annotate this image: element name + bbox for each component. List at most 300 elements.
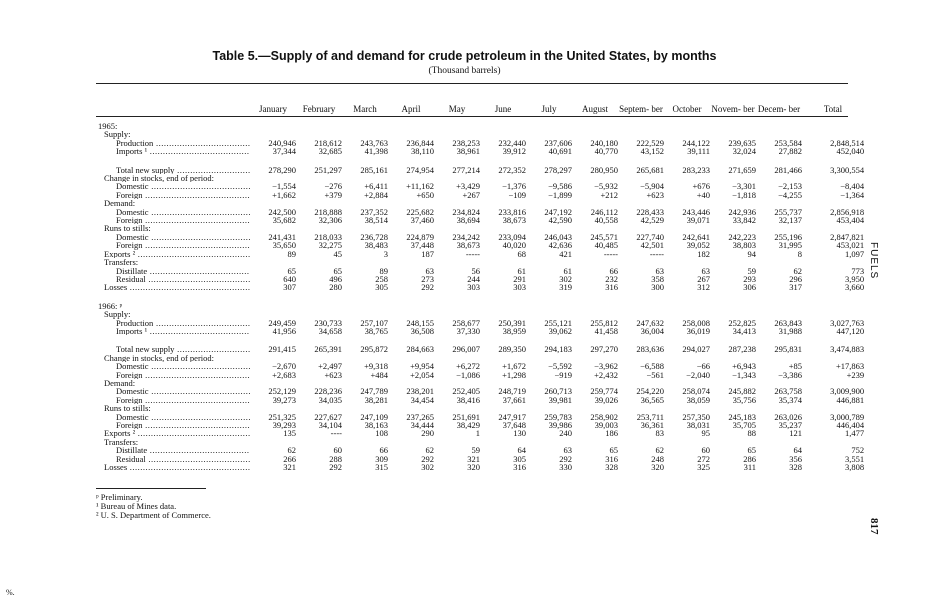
- table-row: [98, 191, 864, 199]
- cell-value: 66: [609, 265, 618, 276]
- cell-value: 227,627: [314, 411, 342, 422]
- cell-value: 253,584: [774, 137, 802, 148]
- row-label-text: Foreign .....: [116, 191, 250, 199]
- cell-value: 39,293: [272, 420, 296, 430]
- cell-value: −1,364: [840, 189, 865, 200]
- cell-value: 302: [421, 462, 434, 473]
- cell-value: +6,272: [456, 361, 480, 372]
- cell-value: -----: [465, 248, 480, 259]
- cell-value: 36,361: [640, 420, 664, 430]
- row-label: [98, 166, 250, 174]
- cell-value: +6,943: [732, 361, 756, 372]
- cell-value: 38,163: [364, 420, 388, 430]
- cell-value: −8,404: [840, 181, 865, 192]
- cell-value: 305: [375, 282, 388, 293]
- row-label: [98, 156, 250, 166]
- cell-value: 303: [467, 282, 480, 293]
- cell-value: +239: [846, 369, 865, 380]
- cell-value: 255,737: [774, 206, 802, 217]
- column-header: January: [259, 104, 287, 114]
- cell-value: 305: [513, 453, 526, 464]
- cell-value: 321: [467, 453, 480, 464]
- row-label-text: Imports ¹ .....: [116, 147, 250, 155]
- cell-value: −919: [554, 369, 572, 380]
- cell-value: 356: [789, 453, 802, 464]
- column-header: Novem- ber: [711, 104, 755, 114]
- cell-value: 35,756: [732, 394, 756, 405]
- cell-value: 3,009,900: [830, 386, 865, 397]
- cell-value: 303: [513, 282, 526, 293]
- cell-value: 266: [283, 453, 296, 464]
- row-label: [98, 429, 250, 437]
- row-label: [98, 216, 250, 224]
- cell-value: 265,391: [314, 344, 342, 355]
- cell-value: 39,981: [548, 394, 572, 405]
- row-label-text: Demand:: [104, 199, 136, 208]
- cell-value: +40: [696, 189, 710, 200]
- row-label-text: Supply:: [104, 130, 131, 139]
- cell-value: 218,033: [314, 231, 342, 242]
- row-label: [98, 174, 250, 182]
- row-label: [98, 319, 250, 327]
- row-label: [98, 199, 250, 207]
- cell-value: 290: [421, 428, 434, 439]
- cell-value: 316: [513, 462, 526, 473]
- cell-value: 88: [747, 428, 756, 439]
- cell-value: 271,659: [728, 164, 756, 175]
- cell-value: 230,733: [314, 317, 342, 328]
- cell-value: −1,343: [732, 369, 756, 380]
- row-label-text: Demand:: [104, 378, 136, 388]
- cell-value: 32,306: [318, 215, 342, 226]
- cell-value: 280,950: [590, 164, 618, 175]
- cell-value: 36,019: [686, 325, 710, 336]
- row-label: [98, 310, 250, 318]
- row-label: [98, 267, 250, 275]
- cell-value: 39,003: [594, 420, 618, 430]
- cell-value: 243,763: [360, 137, 388, 148]
- cell-value: 182: [697, 248, 710, 259]
- cell-value: −6,588: [640, 361, 664, 372]
- cell-value: 39,273: [272, 394, 296, 405]
- cell-value: 294,027: [682, 344, 710, 355]
- cell-value: 252,825: [728, 317, 756, 328]
- cell-value: 246,043: [544, 231, 572, 242]
- row-label-text: Domestic .....: [116, 182, 250, 190]
- cell-value: 31,995: [778, 240, 802, 251]
- table-row: [98, 147, 864, 155]
- cell-value: +267: [462, 189, 480, 200]
- cell-value: 38,765: [364, 325, 388, 336]
- row-label-text: Supply:: [104, 310, 131, 319]
- row-label: [98, 345, 250, 353]
- footnote-commerce: ² U. S. Department of Commerce.: [96, 510, 211, 520]
- column-header: Total: [823, 104, 843, 114]
- data-table: [98, 122, 864, 471]
- row-label-text: Distillate .....: [116, 446, 250, 454]
- cell-value: 1,477: [845, 428, 865, 439]
- cell-value: 222,529: [636, 137, 664, 148]
- cell-value: 309: [375, 453, 388, 464]
- cell-value: 258,074: [682, 386, 710, 397]
- cell-value: 63: [701, 265, 710, 276]
- cell-value: 453,021: [836, 240, 865, 251]
- cell-value: 247,917: [498, 411, 526, 422]
- cell-value: 259,783: [544, 411, 572, 422]
- cell-value: 8: [797, 248, 802, 259]
- cell-value: 258: [375, 273, 388, 284]
- cell-value: +484: [370, 369, 388, 380]
- cell-value: 242,936: [728, 206, 756, 217]
- cell-value: 39,062: [548, 325, 572, 336]
- cell-value: 294,183: [544, 344, 572, 355]
- row-label: [98, 379, 250, 387]
- cell-value: 40,691: [548, 146, 572, 157]
- cell-value: -----: [603, 248, 618, 259]
- cell-value: 37,460: [410, 215, 434, 226]
- row-label-text: Foreign .....: [116, 421, 250, 429]
- cell-value: 227,740: [636, 231, 664, 242]
- cell-value: 315: [375, 462, 388, 473]
- cell-value: 263,843: [774, 317, 802, 328]
- cell-value: 253,711: [636, 411, 664, 422]
- cell-value: 277,214: [452, 164, 480, 175]
- cell-value: 41,956: [272, 325, 296, 336]
- cell-value: 291: [513, 273, 526, 284]
- row-label: [98, 396, 250, 404]
- cell-value: 36,508: [410, 325, 434, 336]
- row-label: [98, 404, 250, 412]
- row-label-text: Domestic .....: [116, 208, 250, 216]
- cell-value: 38,694: [456, 215, 480, 226]
- cell-value: 37,344: [272, 146, 296, 157]
- cell-value: 62: [425, 445, 434, 456]
- cell-value: 307: [283, 282, 296, 293]
- cell-value: 773: [851, 265, 865, 276]
- cell-value: 38,416: [456, 394, 480, 405]
- cell-value: −109: [508, 189, 526, 200]
- cell-value: 130: [513, 428, 526, 439]
- cell-value: 289,350: [498, 344, 526, 355]
- cell-value: −1,086: [456, 369, 480, 380]
- cell-value: 316: [605, 453, 618, 464]
- footnote-preliminary: ᵖ Preliminary.: [96, 492, 143, 502]
- cell-value: 38,110: [410, 146, 434, 157]
- cell-value: 293: [743, 273, 756, 284]
- cell-value: 40,020: [502, 240, 526, 251]
- cell-value: 291,415: [268, 344, 296, 355]
- cell-value: 225,682: [406, 206, 434, 217]
- cell-value: 258,008: [682, 317, 710, 328]
- cell-value: 33,842: [732, 215, 756, 226]
- cell-value: 247,632: [636, 317, 664, 328]
- cell-value: 37,661: [502, 394, 526, 405]
- cell-value: 292: [559, 453, 572, 464]
- row-label-text: Foreign .....: [116, 371, 250, 379]
- cell-value: 325: [697, 462, 710, 473]
- table-title: Table 5.—Supply of and demand for crude petroleum in the United States, by months: [212, 49, 717, 63]
- cell-value: 240: [559, 428, 572, 439]
- cell-value: −2,153: [778, 181, 802, 192]
- row-label-text: Domestic .....: [116, 387, 250, 395]
- row-label: [98, 371, 250, 379]
- cell-value: 295,872: [360, 344, 388, 355]
- cell-value: 228,433: [636, 206, 664, 217]
- page-number: 817: [868, 518, 880, 535]
- cell-value: 60: [333, 445, 342, 456]
- cell-value: 240,180: [590, 137, 618, 148]
- cell-value: 297,270: [590, 344, 618, 355]
- row-label: [98, 438, 250, 446]
- cell-value: 263,026: [774, 411, 802, 422]
- cell-value: 265,681: [636, 164, 664, 175]
- cell-value: +212: [600, 189, 618, 200]
- cell-value: 60: [701, 445, 710, 456]
- cell-value: 234,824: [452, 206, 480, 217]
- cell-value: 296: [789, 273, 802, 284]
- cell-value: 89: [287, 248, 296, 259]
- cell-value: 38,959: [502, 325, 526, 336]
- cell-value: 1,097: [845, 248, 865, 259]
- row-label: [98, 182, 250, 190]
- cell-value: 232,440: [498, 137, 526, 148]
- cell-value: +9,318: [364, 361, 388, 372]
- cell-value: 273: [421, 273, 434, 284]
- cell-value: 27,882: [778, 146, 802, 157]
- cell-value: +2,432: [594, 369, 618, 380]
- cell-value: 65: [609, 445, 618, 456]
- cell-value: 38,803: [732, 240, 756, 251]
- cell-value: 284,663: [406, 344, 434, 355]
- row-label-text: Foreign .....: [116, 241, 250, 249]
- cell-value: 237,606: [544, 137, 572, 148]
- cell-value: −1,818: [732, 189, 756, 200]
- cell-value: 453,404: [836, 215, 865, 226]
- cell-value: 232: [605, 273, 618, 284]
- cell-value: 252,129: [268, 386, 296, 397]
- cell-value: 752: [851, 445, 865, 456]
- row-label: [98, 446, 250, 454]
- cell-value: −1,376: [502, 181, 526, 192]
- cell-value: +11,162: [406, 181, 434, 192]
- row-label-text: Change in stocks, end of period:: [104, 353, 215, 363]
- cell-value: 236,728: [360, 231, 388, 242]
- cell-value: 286: [743, 453, 756, 464]
- cell-value: 233,094: [498, 231, 526, 242]
- cell-value: 65: [333, 265, 342, 276]
- row-label: [98, 241, 250, 249]
- column-header: Septem- ber: [619, 104, 663, 114]
- table-row: [98, 166, 864, 174]
- row-label: [98, 275, 250, 283]
- cell-value: 244,122: [682, 137, 710, 148]
- margin-mark: %.: [6, 588, 15, 597]
- cell-value: 95: [701, 428, 710, 439]
- row-label-text: Residual .....: [116, 275, 250, 283]
- cell-value: 321: [283, 462, 296, 473]
- row-label: [98, 335, 250, 345]
- cell-value: 61: [563, 265, 572, 276]
- cell-value: 38,059: [686, 394, 710, 405]
- table-row: [98, 371, 864, 379]
- cell-value: 3,027,763: [830, 317, 865, 328]
- cell-value: 255,196: [774, 231, 802, 242]
- cell-value: 302: [559, 273, 572, 284]
- row-label: [98, 387, 250, 395]
- column-header: February: [302, 104, 336, 114]
- cell-value: 35,705: [732, 420, 756, 430]
- cell-value: 283,233: [682, 164, 710, 175]
- cell-value: 2,856,918: [830, 206, 865, 217]
- row-label-text: Foreign .....: [116, 396, 250, 404]
- cell-value: 35,650: [272, 240, 296, 251]
- cell-value: 38,031: [686, 420, 710, 430]
- cell-value: +2,497: [318, 361, 342, 372]
- footnote-bureau-of-mines: ¹ Bureau of Mines data.: [96, 501, 177, 511]
- row-label-text: Total new supply .....: [116, 166, 250, 174]
- cell-value: 242,500: [268, 206, 296, 217]
- cell-value: 34,454: [410, 394, 434, 405]
- table-row: [98, 216, 864, 224]
- cell-value: 640: [283, 273, 296, 284]
- cell-value: −2,670: [272, 361, 296, 372]
- cell-value: 242,641: [682, 231, 710, 242]
- cell-value: 59: [471, 445, 480, 456]
- cell-value: 238,201: [406, 386, 434, 397]
- cell-value: 38,673: [502, 215, 526, 226]
- cell-value: 306: [743, 282, 756, 293]
- cell-value: 255,121: [544, 317, 572, 328]
- cell-value: 40,770: [594, 146, 618, 157]
- row-label-text: Losses .....: [104, 283, 250, 291]
- cell-value: 2,848,514: [830, 137, 865, 148]
- cell-value: 34,658: [318, 325, 342, 336]
- cell-value: 34,035: [318, 394, 342, 405]
- cell-value: 68: [517, 248, 526, 259]
- cell-value: 94: [747, 248, 756, 259]
- year-label: 1965:: [98, 122, 118, 131]
- cell-value: 3,660: [845, 282, 865, 293]
- cell-value: 218,888: [314, 206, 342, 217]
- cell-value: 292: [329, 462, 342, 473]
- cell-value: 272,352: [498, 164, 526, 175]
- cell-value: 42,636: [548, 240, 572, 251]
- column-header: May: [448, 104, 466, 114]
- cell-value: 245,882: [728, 386, 756, 397]
- cell-value: 34,413: [732, 325, 756, 336]
- cell-value: 328: [789, 462, 802, 473]
- cell-value: 187: [421, 248, 434, 259]
- cell-value: 248,155: [406, 317, 434, 328]
- cell-value: 38,961: [456, 146, 480, 157]
- cell-value: 320: [467, 462, 480, 473]
- cell-value: 260,713: [544, 386, 572, 397]
- row-label: [98, 354, 250, 362]
- cell-value: +1,662: [272, 189, 296, 200]
- row-label: [98, 362, 250, 370]
- cell-value: 38,514: [364, 215, 388, 226]
- cell-value: −5,592: [548, 361, 572, 372]
- column-header: March: [353, 104, 377, 114]
- cell-value: 83: [655, 428, 664, 439]
- cell-value: −2,040: [686, 369, 710, 380]
- table-row: [98, 396, 864, 404]
- cell-value: −9,586: [548, 181, 572, 192]
- cell-value: 245,571: [590, 231, 618, 242]
- cell-value: 35,374: [778, 394, 802, 405]
- row-label-text: Exports ² .....: [104, 429, 250, 437]
- row-label: [98, 139, 250, 147]
- table-row: [98, 429, 864, 437]
- cell-value: 3,000,789: [830, 411, 865, 422]
- cell-value: 31,988: [778, 325, 802, 336]
- cell-value: 39,071: [686, 215, 710, 226]
- table-row: [98, 463, 864, 471]
- cell-value: 283,636: [636, 344, 664, 355]
- cell-value: 452,040: [836, 146, 865, 157]
- cell-value: 251,297: [314, 164, 342, 175]
- cell-value: 32,024: [732, 146, 756, 157]
- cell-value: 242,223: [728, 231, 756, 242]
- cell-value: 66: [379, 445, 388, 456]
- cell-value: −276: [324, 181, 342, 192]
- row-label-text: Runs to stills:: [104, 404, 151, 413]
- side-running-head: FUELS: [868, 242, 879, 280]
- column-header: June: [494, 104, 512, 114]
- row-label: [98, 283, 250, 291]
- cell-value: −3,962: [594, 361, 618, 372]
- cell-value: 3,474,883: [830, 344, 865, 355]
- row-label-text: Production .....: [116, 319, 250, 327]
- cell-value: 257,350: [682, 411, 710, 422]
- row-label-text: Losses .....: [104, 463, 250, 471]
- row-label-text: Domestic .....: [116, 362, 250, 370]
- cell-value: 258,902: [590, 411, 618, 422]
- cell-value: 254,220: [636, 386, 664, 397]
- cell-value: 247,109: [360, 411, 388, 422]
- row-label-text: Production .....: [116, 139, 250, 147]
- cell-value: 278,290: [268, 164, 296, 175]
- cell-value: 272: [697, 453, 710, 464]
- cell-value: +623: [324, 369, 342, 380]
- cell-value: 278,297: [544, 164, 572, 175]
- cell-value: 1: [475, 428, 480, 439]
- cell-value: −1,554: [272, 181, 296, 192]
- cell-value: −66: [696, 361, 710, 372]
- cell-value: 37,648: [502, 420, 526, 430]
- table-row: [98, 345, 864, 353]
- cell-value: 245,183: [728, 411, 756, 422]
- cell-value: 3: [383, 248, 388, 259]
- cell-value: −3,386: [778, 369, 802, 380]
- cell-value: 257,107: [360, 317, 388, 328]
- cell-value: 32,275: [318, 240, 342, 251]
- cell-value: 40,485: [594, 240, 618, 251]
- cell-value: 63: [563, 445, 572, 456]
- cell-value: 244: [467, 273, 480, 284]
- row-label-text: Runs to stills:: [104, 224, 151, 233]
- row-label-text: Exports ² .....: [104, 250, 250, 258]
- cell-value: 36,004: [640, 325, 664, 336]
- cell-value: 267: [697, 273, 710, 284]
- cell-value: 37,448: [410, 240, 434, 251]
- cell-value: 247,192: [544, 206, 572, 217]
- cell-value: 328: [605, 462, 618, 473]
- cell-value: 312: [697, 282, 710, 293]
- cell-value: 56: [471, 265, 480, 276]
- row-label-text: Distillate .....: [116, 267, 250, 275]
- table-row: [98, 250, 864, 258]
